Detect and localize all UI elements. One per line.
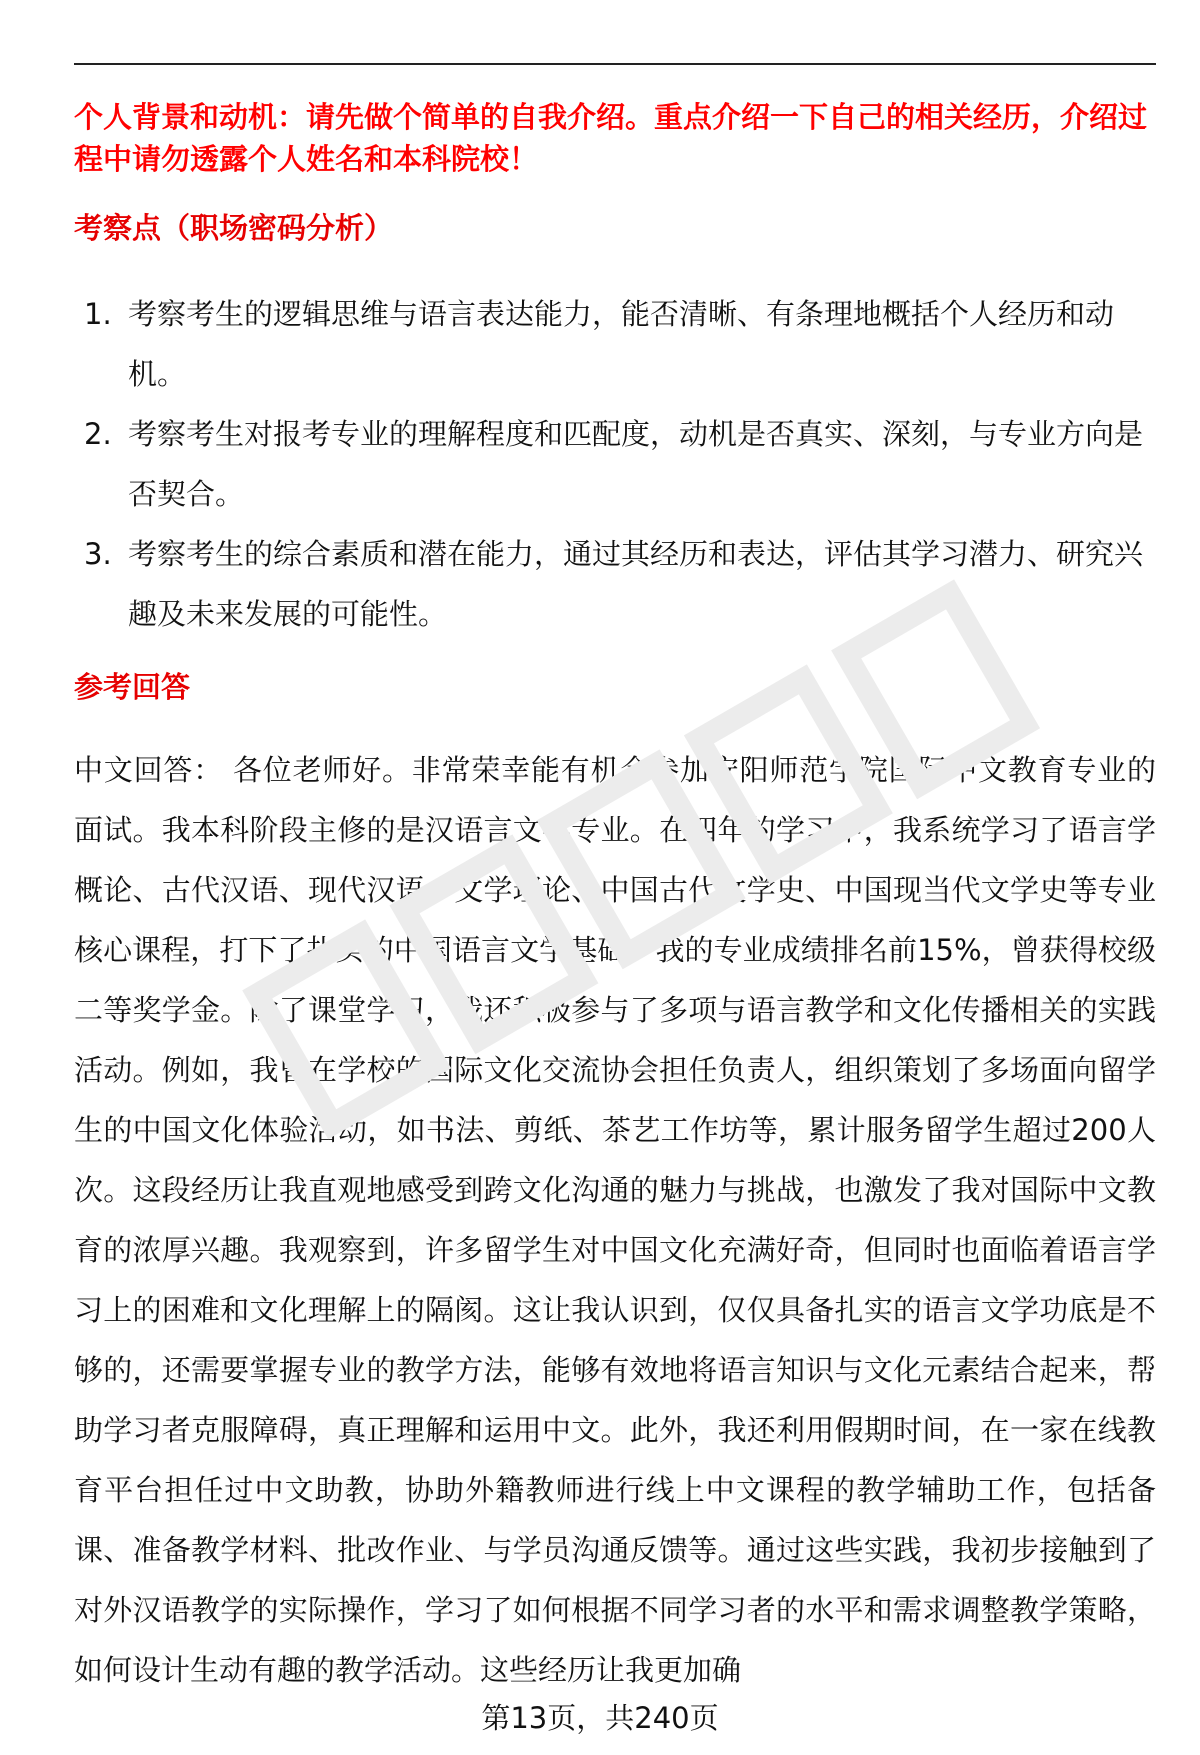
point-number: 3.	[84, 537, 112, 571]
reference-answer-heading: 参考回答	[74, 670, 191, 704]
assessment-heading: 考察点（职场密码分析）	[74, 211, 394, 245]
reference-answer-body: 中文回答： 各位老师好。非常荣幸能有机会参加安阳师范学院国际中文教育专业的面试。我本科阶段主修的是汉语言文学专业。在四年的学习中，我系统学习了语言学概论、古代汉语、现代汉语、文学理论、中国古代文学史、中国现当代文学史等专业核心课程，打下了扎实的中国语言文学基础。我的专业成绩排名前15%，曾获得校级二等奖学金。除了课堂学习，我还积极参与了多项与语言教学和文化传播相关的实践活动。例如，我曾在学校的国际文化交流协会担任负责人，组织策划了多场面向留学生的中国文化体验活动，如书法、剪纸、茶艺工作坊等，累计服务留学生超过200人次。这段经历让我直观地感受到跨文化沟通的魅力与挑战，也激发了我对国际中文教育的浓厚兴趣。我观察到，许多留学生对中国文化充满好奇，但同时也面临着语言学习上的困难和文化理解上的隔阂。这让我认识到，仅仅具备扎实的语言文学功底是不够的，还需要掌握专业的教学方法，能够有效地将语言知识与文化元素结合起来，帮助学习者克服障碍，真正理解和运用中文。此外，我还利用假期时间，在一家在线教育平台担任过中文助教，协助外籍教师进行线上中文课程的教学辅助工作，包括备课、准备教学材料、批改作业、与学员沟通反馈等。通过这些实践，我初步接触到了对外汉语教学的实际操作，学习了如何根据不同学习者的水平和需求调整教学策略，如何设计生动有趣的教学活动。这些经历让我更加确	[74, 753, 1156, 1687]
assessment-point	[74, 284, 1156, 404]
point-text: 考察考生的逻辑思维与语言表达能力，能否清晰、有条理地概括个人经历和动机。	[128, 297, 1115, 391]
point-text: 考察考生的综合素质和潜在能力，通过其经历和表达，评估其学习潜力、研究兴趣及未来发展的可能性。	[128, 537, 1144, 631]
point-number: 1.	[84, 297, 112, 331]
assessment-points-list	[74, 284, 1156, 644]
assessment-point	[74, 524, 1156, 644]
top-divider	[74, 63, 1156, 65]
point-text: 考察考生对报考专业的理解程度和匹配度，动机是否真实、深刻，与专业方向是否契合。	[128, 417, 1144, 511]
page-footer: 第13页，共240页	[481, 1701, 719, 1735]
assessment-point	[74, 404, 1156, 524]
question-text: 个人背景和动机：请先做个简单的自我介绍。重点介绍一下自己的相关经历，介绍过程中请勿透露个人姓名和本科院校！	[74, 100, 1148, 176]
point-number: 2.	[84, 417, 112, 451]
